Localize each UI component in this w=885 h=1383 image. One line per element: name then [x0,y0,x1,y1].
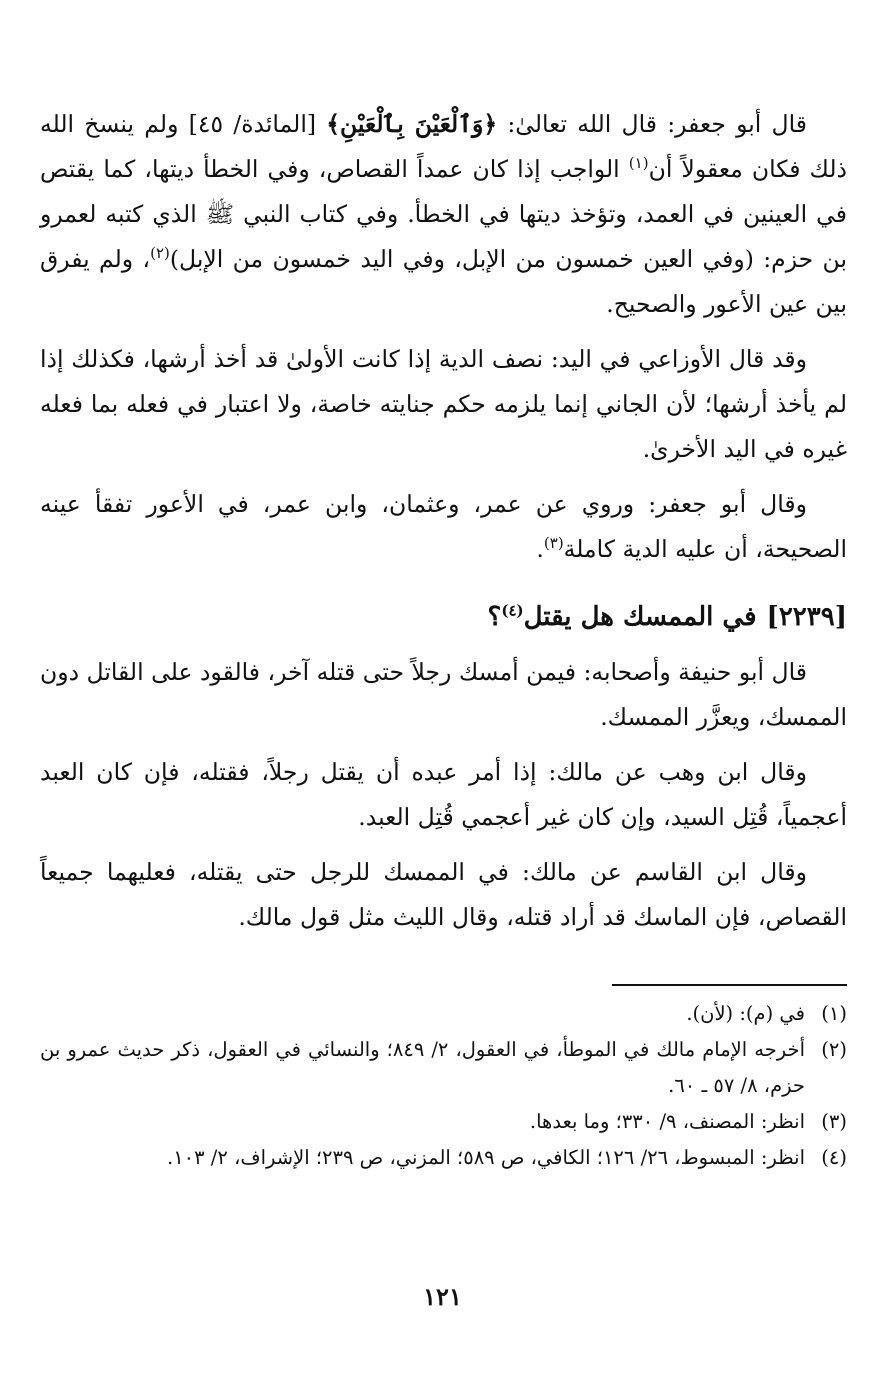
footnote-3 [40,1104,847,1140]
paragraph-4: قال أبو حنيفة وأصحابه: فيمن أمسك رجلاً حتى قتله آخر، فالقود على القاتل دون الممسك، ويعزَّر الممسك. [40,658,847,731]
footnote-text: انظر: المصنف، ٩/ ٣٣٠؛ وما بعدها. [529,1110,805,1133]
footnote-divider [612,984,847,986]
footnote-2 [40,1032,847,1104]
paragraph-1-text-a: قال أبو جعفر: قال الله تعالىٰ: [497,110,808,138]
section-number: [٢٢٣٩] [766,602,847,632]
page-number: ١٢١ [423,1282,462,1311]
footnote-1 [40,996,847,1032]
footnote-number: (٤) [821,1146,847,1169]
footnote-4 [40,1140,847,1176]
footnote-text: أخرجه الإمام مالك في الموطأ، في العقول، ٢/ ٨٤٩؛ والنسائي في العقول، ذكر حديث عمرو بن حزم، ٨/ ٥٧ ـ ٦٠. [40,1038,805,1097]
paragraph-3 [40,482,847,572]
section-heading [40,594,847,640]
paragraph-2: وقد قال الأوزاعي في اليد: نصف الدية إذا كانت الأولىٰ قد أخذ أرشها، فكذلك إذا لم يأخذ أرشها؛ لأن الجاني إنما يلزمه حكم جنايته خاصة، ولا اعتبار في فعله بما فعله غيره في اليد الأخرىٰ. [40,345,847,463]
footnote-ref-2[interactable]: (٢) [150,244,170,263]
section-title-end: ؟ [487,602,502,632]
footnote-ref-1[interactable]: (١) [628,154,649,173]
paragraph-6: وقال ابن القاسم عن مالك: في الممسك للرجل حتى يقتله، فعليهما جميعاً القصاص، فإن الماسك قد أراد قتله، وقال الليث مثل قول مالك. [40,858,847,931]
footnote-ref-3[interactable]: (٣) [543,534,564,553]
footnote-number: (١) [821,1002,847,1025]
paragraph-3-text-a: وقال أبو جعفر: وروي عن عمر، وعثمان، وابن عمر، في الأعور تفقأ عينه الصحيحة، أن عليه الدية كاملة [40,490,847,563]
footnote-ref-4[interactable]: (٤) [501,601,524,620]
paragraph-1-text-c: الواجب إذا كان عمداً القصاص، وفي الخطأ ديتها، كما يقتص في العينين في العمد، وتؤخذ ديتها في الخطأ. وفي كتاب النبي ﷺ الذي كتبه لعمرو بن حزم: (وفي العين خمسون من الإبل، وفي اليد خمسون من الإبل) [40,155,847,273]
paragraph-3-text-b: . [536,535,544,563]
footnote-text: انظر: المبسوط، ٢٦/ ١٢٦؛ الكافي، ص ٥٨٩؛ المزني، ص ٢٣٩؛ الإشراف، ٢/ ١٠٣. [166,1146,805,1169]
footnote-text: في (م): (لأن). [686,1002,805,1025]
footnote-number: (٢) [821,1038,847,1061]
paragraph-1 [40,102,847,327]
section-title: في الممسك هل يقتل [523,602,757,632]
paragraph-5: وقال ابن وهب عن مالك: إذا أمر عبده أن يقتل رجلاً، فقتله، فإن كان العبد أعجمياً، قُتِل السيد، وإن كان غير أعجمي قُتِل العبد. [40,758,847,831]
quran-verse: ﴿وَٱلْعَيْنَ بِٱلْعَيْنِ﴾ [326,110,498,138]
paragraph-1-text-d: ، ولم يفرق بين عين الأعور والصحيح. [40,245,847,318]
paragraph-1-text-b: [المائدة/ ٤٥] ولم ينسخ الله ذلك فكان معقولاً أن [40,110,847,183]
footnote-number: (٣) [821,1110,847,1133]
